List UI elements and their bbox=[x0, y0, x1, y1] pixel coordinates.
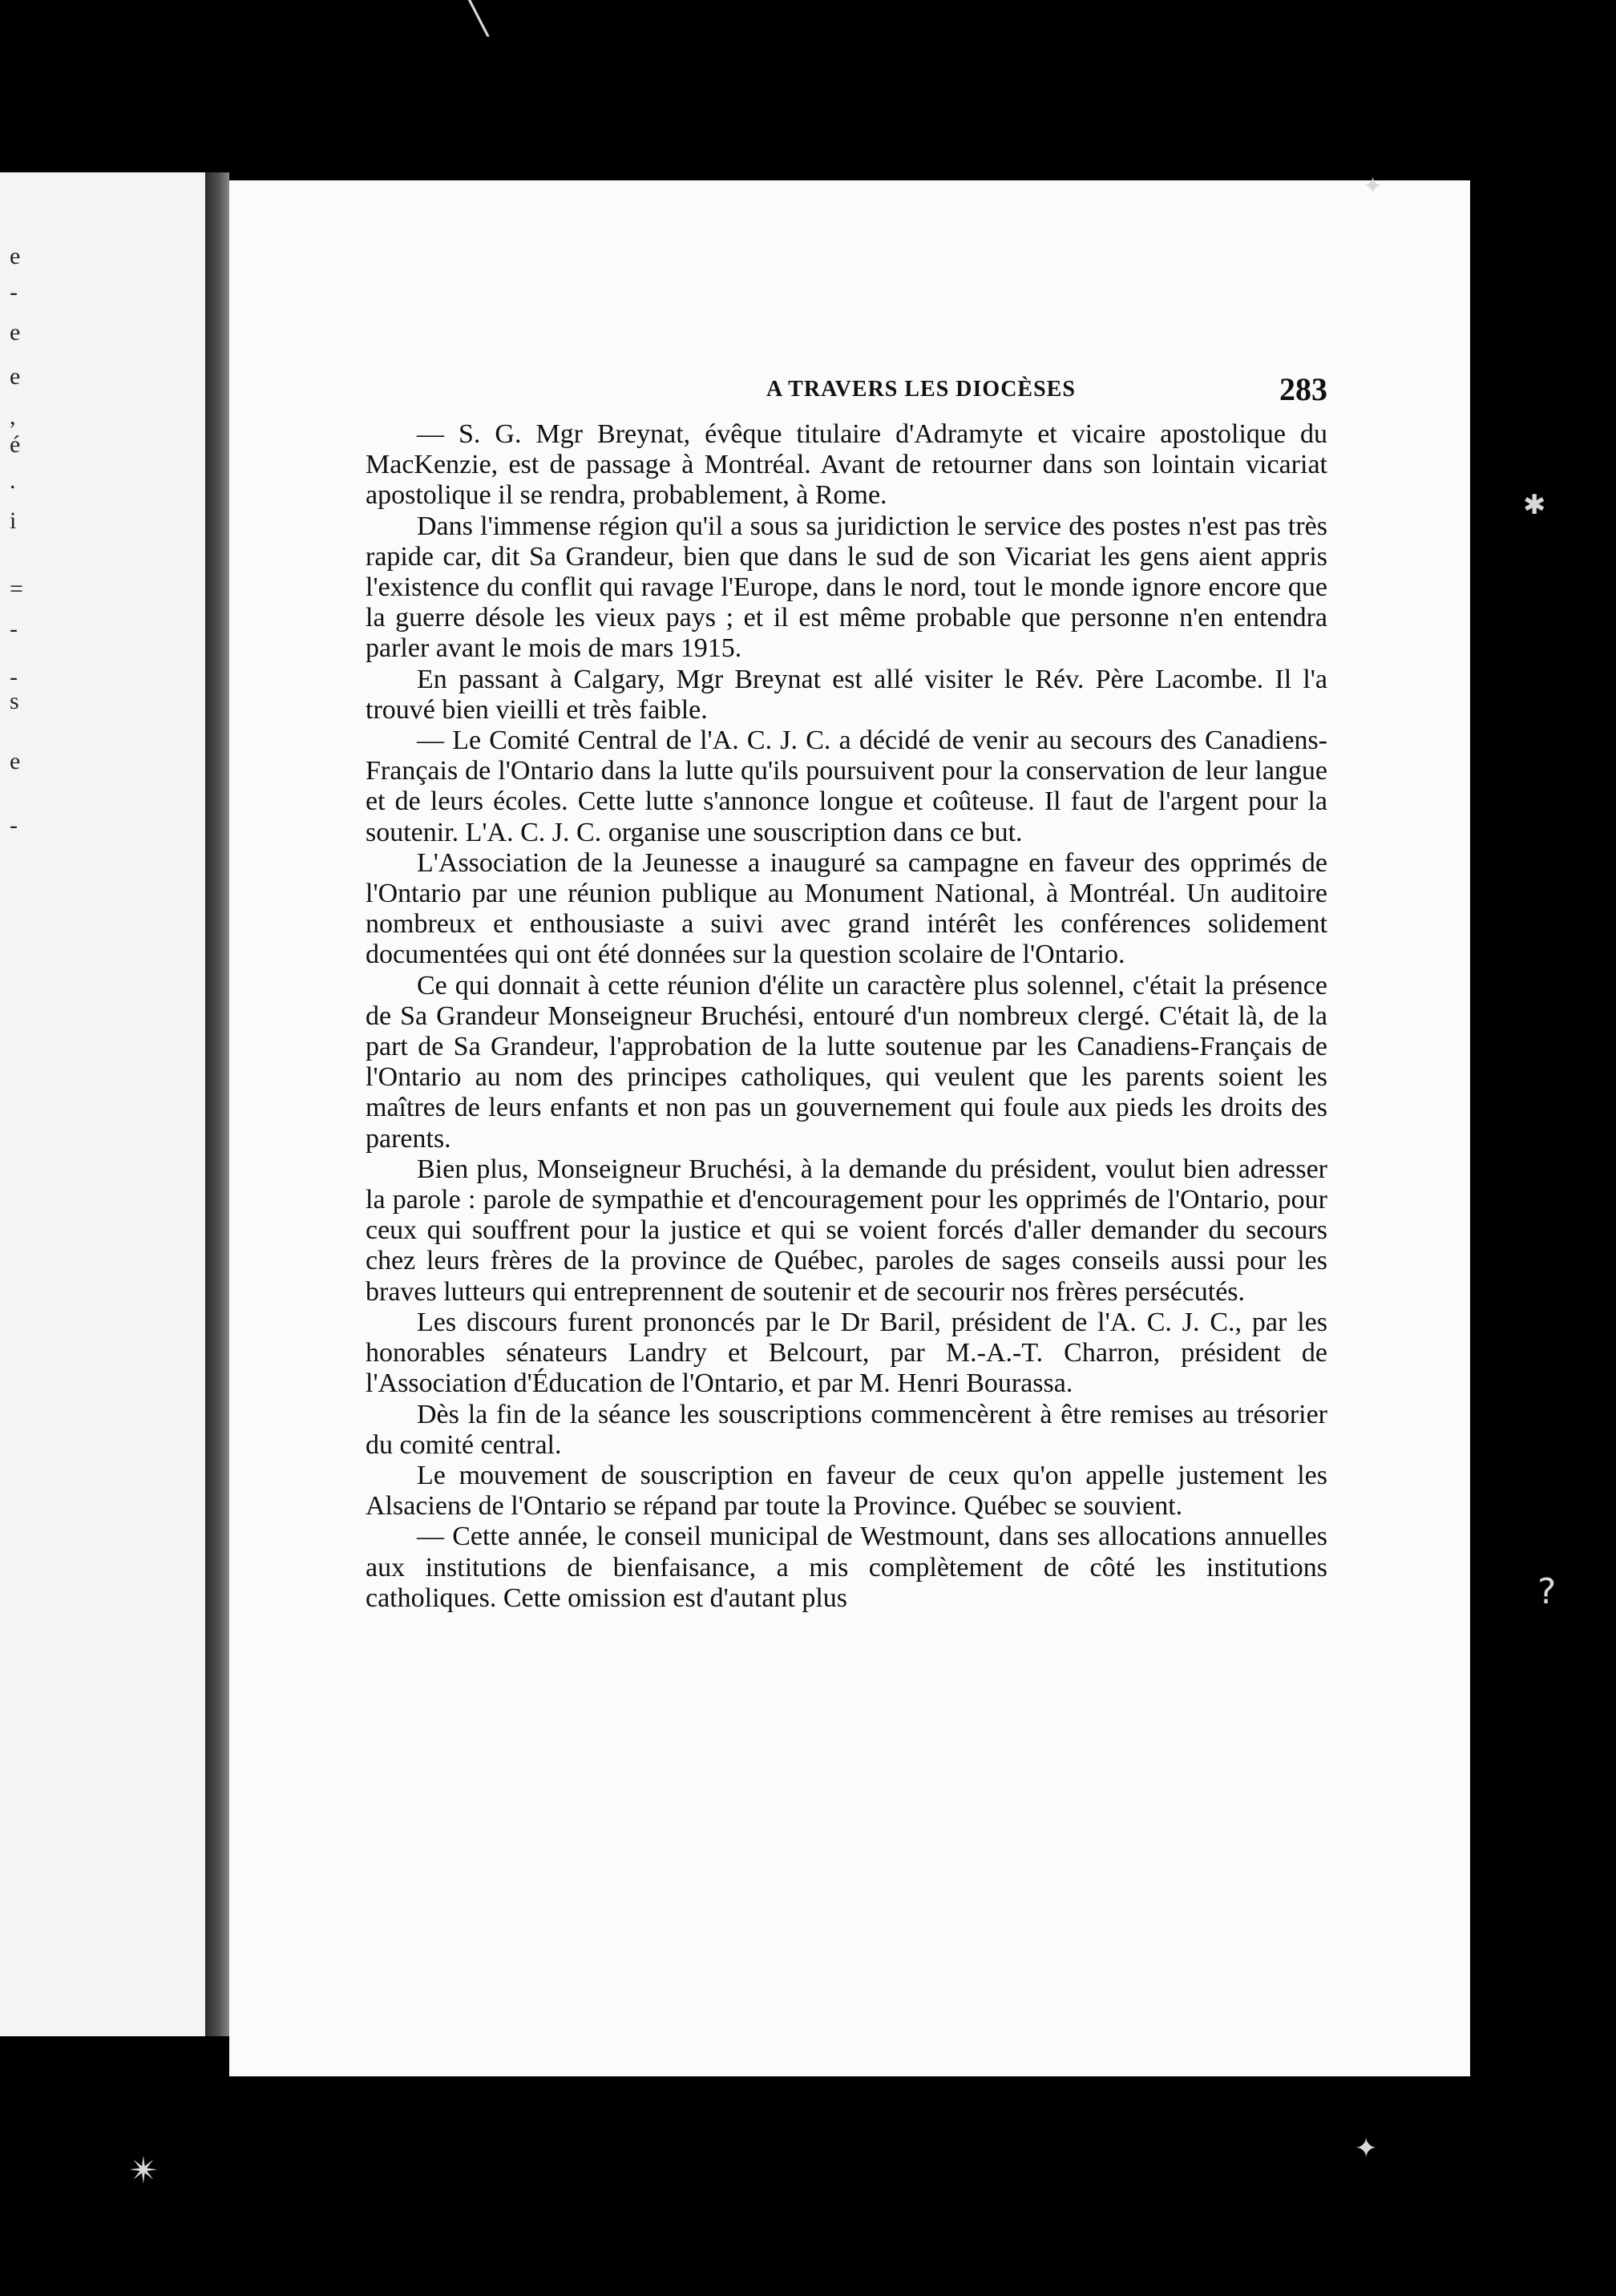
paragraph: Bien plus, Monseigneur Bruchési, à la demande du président, voulut bien adresser la parole : parole de sympathie et d'encouragement pour les opprimés de l'Ontario, pour ceux qui souffrent pour la justice et qui se voient forcés d'aller demander du secours chez leurs frères de la province de Québec, paroles de sages conseils aussi pour les braves lutteurs qui entreprennent de soutenir et de secourir nos frères persécutés. bbox=[366, 1154, 1327, 1307]
margin-fragment: s bbox=[10, 688, 19, 714]
margin-fragment: e bbox=[10, 363, 21, 390]
paragraph: L'Association de la Jeunesse a inauguré sa campagne en faveur des opprimés de l'Ontario par une réunion publique au Monument National, à Montréal. Un auditoire nombreux et enthousiaste a suivi avec grand intérêt les conférences solidement documentées qui ont été données sur la question scolaire de l'Ontario. bbox=[366, 847, 1327, 970]
paragraph: — Le Comité Central de l'A. C. J. C. a décidé de venir au secours des Canadiens-Français de l'Ontario dans la lutte qu'ils poursuivent pour la conservation de leur langue et de leurs écoles. Cette lutte s'annonce longue et coûteuse. Il faut de l'argent pour la soutenir. L'A. C. J. C. organise une souscription dans ce but. bbox=[366, 726, 1327, 847]
book-gutter bbox=[205, 172, 229, 2036]
margin-fragment: , bbox=[10, 403, 16, 430]
book-page bbox=[229, 180, 1470, 2076]
scan-speck-icon: ✴ bbox=[128, 2148, 160, 2192]
margin-fragment: i bbox=[10, 507, 17, 534]
margin-fragment: . bbox=[10, 467, 16, 494]
scan-speck-icon: ? bbox=[1537, 1571, 1557, 1612]
margin-fragment: - bbox=[10, 616, 18, 642]
margin-fragment: e bbox=[10, 319, 21, 346]
margin-fragment: é bbox=[10, 431, 21, 458]
page-number: 283 bbox=[1279, 371, 1327, 407]
paragraph: Dans l'immense région qu'il a sous sa juridiction le service des postes n'est pas très rapide car, dit Sa Grandeur, bien que dans le sud de son Vicariat les gens aient appris l'existence du conflit qui ravage l'Europe, dans le nord, tout le monde ignore encore que la guerre désole les vieux pays ; et il est même probable que personne n'en entendra parler avant le mois de mars 1915. bbox=[366, 511, 1327, 664]
paragraph: Ce qui donnait à cette réunion d'élite un caractère plus solennel, c'était la présence de Sa Grandeur Monseigneur Bruchési, entouré d'un nombreux clergé. C'était là, de la part de Sa Grandeur, l'approbation de la lutte soutenue par les Canadiens-Français de l'Ontario au nom des principes catholiques, qui veulent que les parents soient les maîtres de leurs enfants et non pas un gouvernement qui foule aux pieds les droits des parents. bbox=[366, 970, 1327, 1154]
margin-fragment: = bbox=[10, 576, 23, 602]
scan-speck-icon: ╲ bbox=[469, 0, 489, 37]
paragraph: Les discours furent prononcés par le Dr Baril, président de l'A. C. J. C., par les honorables sénateurs Landry et Belcourt, par M.-A.-T. Charron, président de l'Association d'Éducation de l'Ontario, et par M. Henri Bourassa. bbox=[366, 1307, 1327, 1399]
margin-fragment: e bbox=[10, 748, 21, 774]
body-text bbox=[366, 419, 1327, 1614]
margin-fragment: - bbox=[10, 664, 18, 690]
previous-page-edge bbox=[0, 172, 205, 2036]
margin-fragment: - bbox=[10, 279, 18, 305]
paragraph: Dès la fin de la séance les souscriptions commencèrent à être remises au trésorier du comité central. bbox=[366, 1399, 1327, 1460]
margin-fragment: - bbox=[10, 812, 18, 839]
scan-speck-icon: ✦ bbox=[1363, 172, 1384, 200]
scan-speck-icon: ✦ bbox=[1355, 2132, 1378, 2165]
paragraph: Le mouvement de souscription en faveur de ceux qu'on appelle justement les Alsaciens de l'Ontario se répand par toute la Province. Québec se souvient. bbox=[366, 1460, 1327, 1522]
paragraph: En passant à Calgary, Mgr Breynat est allé visiter le Rév. Père Lacombe. Il l'a trouvé bien vieilli et très faible. bbox=[366, 664, 1327, 725]
scan-speck-icon: ✱ bbox=[1523, 489, 1546, 521]
paragraph: — S. G. Mgr Breynat, évêque titulaire d'Adramyte et vicaire apostolique du MacKenzie, est de passage à Montréal. Avant de retourner dans son lointain vicariat apostolique il se rendra, probablement, à Rome. bbox=[366, 419, 1327, 511]
running-header bbox=[366, 370, 1327, 415]
previous-page-margin-text bbox=[0, 172, 205, 2036]
running-header-title: A TRAVERS LES DIOCÈSES bbox=[766, 377, 1076, 402]
margin-fragment: e bbox=[10, 243, 21, 269]
paragraph: — Cette année, le conseil municipal de Westmount, dans ses allocations annuelles aux institutions de bienfaisance, a mis complètement de côté les institutions catholiques. Cette omission est d'autant plus bbox=[366, 1522, 1327, 1613]
